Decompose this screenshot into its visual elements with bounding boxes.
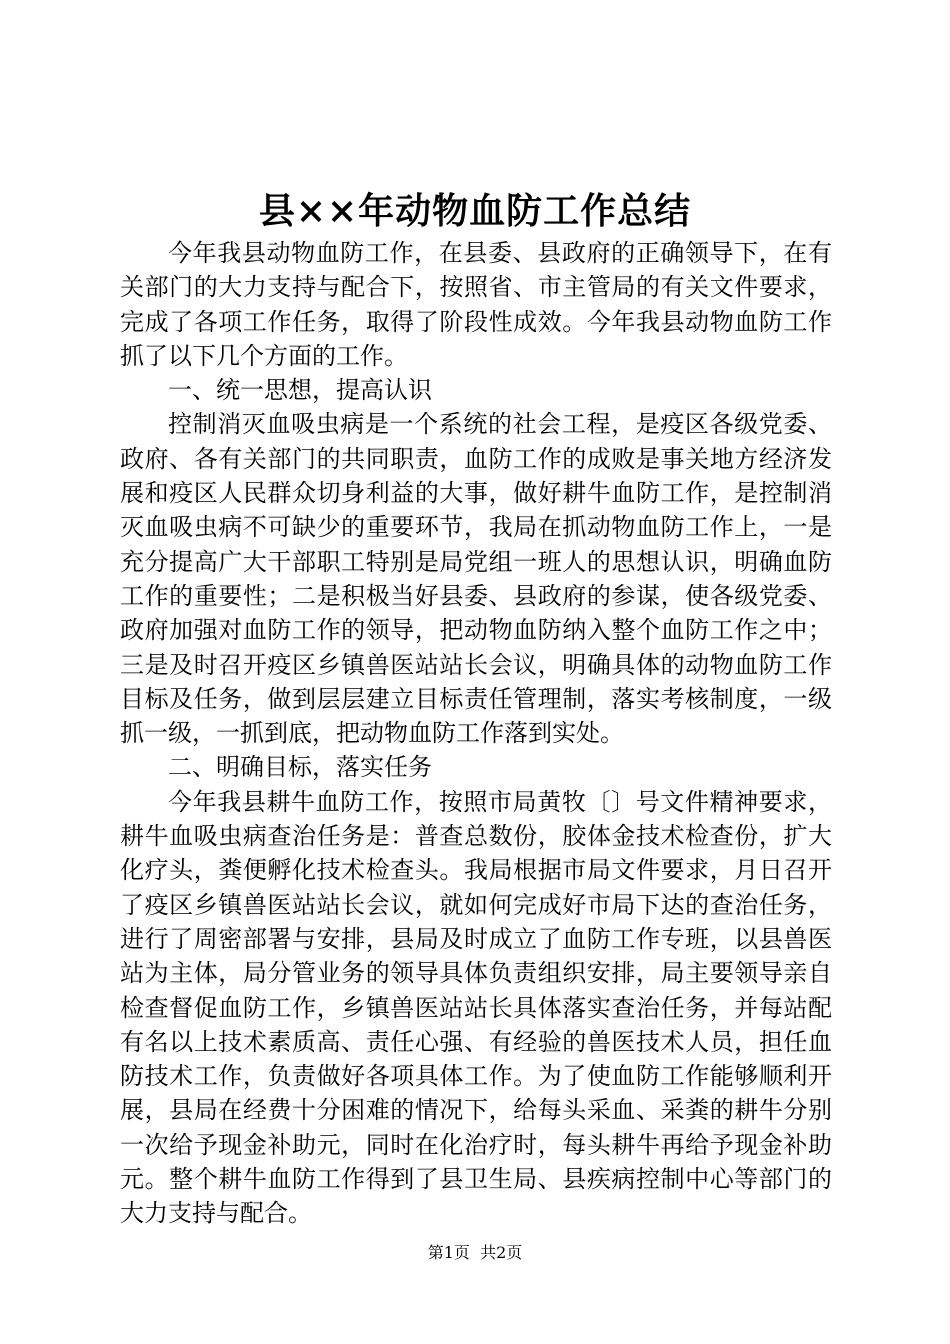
section-heading-2: 二、明确目标，落实任务 [168,753,432,782]
section-heading-1: 一、统一思想，提高认识 [168,376,432,405]
paragraph-section-2: 今年我县耕牛血防工作，按照市局黄牧〔〕号文件精神要求，耕牛血吸虫病查治任务是：普查总数份，胶体金技术检查份，扩大化疗头，粪便孵化技术检查头。我局根据市局文件要求，月日召开了疫区乡镇兽医站站长会议，就如何完成好市局下达的查治任务，进行了周密部署与安排，县局及时成立了血防工作专班，以县兽医站为主体，局分管业务的领导具体负责组织安排，局主要领导亲自检查督促血防工作，乡镇兽医站站长具体落实查治任务，并每站配有名以上技术素质高、责任心强、有经验的兽医技术人员，担任血防技术工作，负责做好各项具体工作。为了使血防工作能够顺利开展，县局在经费十分困难的情况下，给每头采血、采粪的耕牛分别一次给予现金补助元，同时在化治疗时，每头耕牛再给予现金补助元。整个耕牛血防工作得到了县卫生局、县疾病控制中心等部门的大力支持与配合。 [120,787,832,1228]
page-number-current: 第1页 [427,1243,470,1262]
paragraph-section-1: 控制消灭血吸虫病是一个系统的社会工程，是疫区各级党委、政府、各有关部门的共同职责，血防工作的成败是事关地方经济发展和疫区人民群众切身利益的大事，做好耕牛血防工作，是控制消灭血吸虫病不可缺少的重要环节，我局在抓动物血防工作上，一是充分提高广大干部职工特别是局党组一班人的思想认识，明确血防工作的重要性；二是积极当好县委、县政府的参谋，使各级党委、政府加强对血防工作的领导，把动物血防纳入整个血防工作之中；三是及时召开疫区乡镇兽医站站长会议，明确具体的动物血防工作目标及任务，做到层层建立目标责任管理制，落实考核制度，一级抓一级，一抓到底，把动物血防工作落到实处。 [120,410,832,748]
document-body [120,236,832,1231]
page-footer [0,1241,950,1265]
page-number-total: 共2页 [480,1243,523,1262]
document-title: 县××年动物血防工作总结 [258,190,692,232]
paragraph-intro: 今年我县动物血防工作，在县委、县政府的正确领导下，在有关部门的大力支持与配合下，按照省、市主管局的有关文件要求，完成了各项工作任务，取得了阶段性成效。今年我县动物血防工作抓了以下几个方面的工作。 [120,239,832,370]
